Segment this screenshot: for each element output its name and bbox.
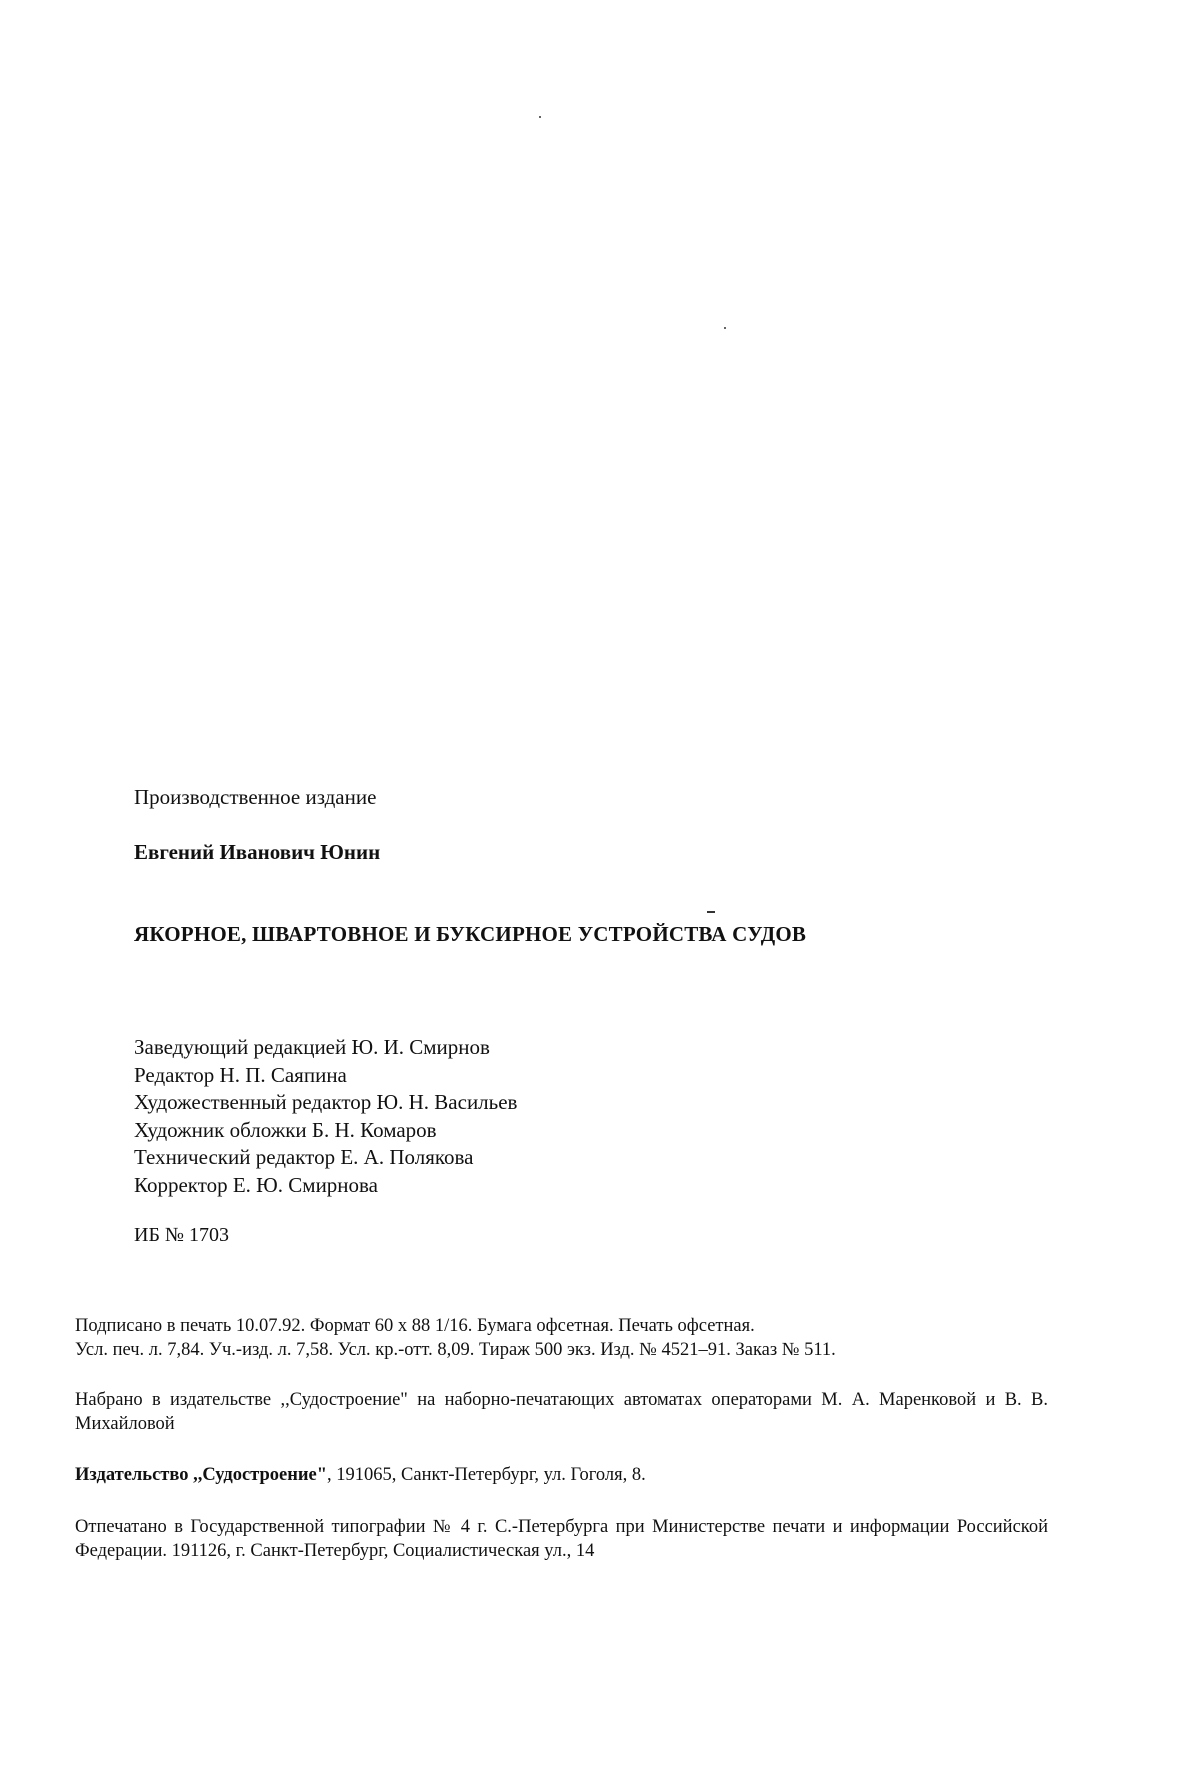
print-speck <box>707 911 715 913</box>
publisher-line <box>75 1463 1048 1487</box>
print-speck <box>539 116 541 118</box>
credit-line: Художник обложки Б. Н. Комаров <box>134 1117 437 1142</box>
credit-line: Корректор Е. Ю. Смирнова <box>134 1172 379 1197</box>
credit-line: Технический редактор Е. А. Полякова <box>134 1145 474 1169</box>
printing-house-text: Отпечатано в Государственной типографии № 4 г. С.-Петербурга при Министерстве печати и информации Российской Федерации. 191126, г. Санкт-Петербург, Социалистическая ул., 14 <box>75 1517 1048 1561</box>
typeset-info <box>75 1388 1048 1436</box>
publisher-info <box>75 1463 1048 1487</box>
print-signed-line: Подписано в печать 10.07.92. Формат 60 x 88 1/16. Бумага офсетная. Печать офсетная. <box>75 1316 755 1336</box>
credit-line: Заведующий редакцией Ю. И. Смирнов <box>134 1035 490 1059</box>
print-signed-info <box>75 1314 1048 1362</box>
credit-line: Редактор Н. П. Саяпина <box>134 1062 347 1087</box>
print-speck <box>724 327 726 329</box>
book-title: ЯКОРНОЕ, ШВАРТОВНОЕ И БУКСИРНОЕ УСТРОЙСТВА СУДОВ <box>134 922 807 946</box>
author-name: Евгений Иванович Юнин <box>134 840 381 864</box>
ib-number: ИБ № 1703 <box>134 1224 230 1246</box>
credit-line: Художественный редактор Ю. Н. Васильев <box>134 1090 518 1114</box>
printing-house-info <box>75 1515 1048 1563</box>
typeset-text: Набрано в издательстве ,,Судостроение" на наборно-печатающих автоматах операторами М. А. Маренковой и В. В. Михайловой <box>75 1390 1048 1434</box>
print-signed-line: Усл. печ. л. 7,84. Уч.-изд. л. 7,58. Усл. кр.-отт. 8,09. Тираж 500 экз. Изд. № 4521–91. Заказ № 511. <box>75 1340 836 1360</box>
publisher-address: , 191065, Санкт-Петербург, ул. Гоголя, 8. <box>327 1465 646 1485</box>
publisher-name: Издательство ,,Судостроение" <box>75 1465 328 1485</box>
credits-list <box>134 1034 1054 1199</box>
edition-type: Производственное издание <box>134 785 377 809</box>
